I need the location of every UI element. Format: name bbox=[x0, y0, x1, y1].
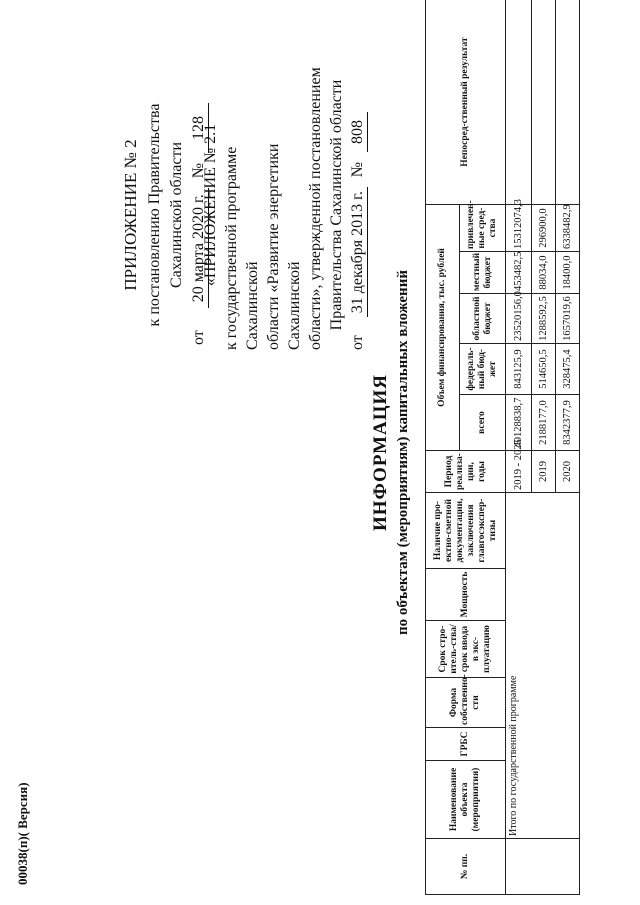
attracted-cell: 296900,0 bbox=[532, 205, 556, 252]
period-cell: 2019 - 2025 bbox=[506, 451, 532, 493]
header-grbs: ГРБС bbox=[426, 728, 506, 761]
header-local: местный бюджет bbox=[460, 252, 506, 294]
federal-cell: 514650,5 bbox=[532, 344, 556, 395]
document-code: 00038(п)( Версия) bbox=[15, 782, 30, 885]
total-cell: 2188177,0 bbox=[532, 395, 556, 451]
number-label: № bbox=[349, 161, 366, 178]
period-cell: 2020 bbox=[556, 451, 580, 493]
header-results: Непосред-ственный результат bbox=[426, 0, 506, 205]
row-num-cell bbox=[506, 839, 580, 895]
period-cell: 2019 bbox=[532, 451, 556, 493]
appendix-line: к государственной программе Сахалинской bbox=[223, 146, 261, 350]
local-cell: 453482,5 bbox=[506, 252, 532, 294]
regional-cell: 1288592,5 bbox=[532, 294, 556, 344]
document-title: ИНФОРМАЦИЯ bbox=[370, 373, 391, 532]
attracted-cell: 15312074,3 bbox=[506, 205, 532, 252]
from-label: от bbox=[190, 330, 207, 345]
decree-date: 20 марта 2020 г. bbox=[190, 188, 209, 308]
appendix-title: ПРИЛОЖЕНИЕ № 2 bbox=[121, 139, 140, 291]
appendix-line: Правительства Сахалинской области bbox=[328, 79, 345, 331]
appendix-line: Сахалинской области bbox=[168, 141, 185, 289]
from-label: от bbox=[349, 335, 366, 350]
appendix-header bbox=[120, 85, 210, 345]
header-num: № пп. bbox=[426, 839, 506, 895]
table-row bbox=[506, 0, 532, 895]
regional-cell: 23520156,0 bbox=[506, 294, 532, 344]
header-name: Наименование объекта (мероприятия) bbox=[426, 761, 506, 839]
appendix-line: к постановлению Правительства bbox=[146, 103, 163, 327]
results-cell bbox=[506, 0, 532, 205]
header-total: всего bbox=[460, 395, 506, 451]
program-number: 808 bbox=[349, 112, 368, 152]
header-regional: областной бюджет bbox=[460, 294, 506, 344]
results-cell bbox=[532, 0, 556, 205]
total-label: Итого по государственной программе bbox=[506, 493, 580, 839]
decree-number: 128 bbox=[190, 103, 209, 153]
header-federal: федераль-ный бюд-жет bbox=[460, 344, 506, 395]
program-date: 31 декабря 2013 г. bbox=[349, 187, 368, 317]
federal-cell: 843125,9 bbox=[506, 344, 532, 395]
header-term: Срок стро-итель-ства/срок ввода в экс-плуатацию bbox=[426, 621, 506, 678]
header-docs: Наличие про-ектно-сметной документации, заключения главгосэкспер-тизы bbox=[426, 493, 506, 569]
appendix-line: области «Развитие энергетики Сахалинской bbox=[265, 143, 303, 350]
appendix-title: «ПРИЛОЖЕНИЕ № 2.1 bbox=[202, 123, 219, 287]
header-period: Период реализа-ции, годы bbox=[426, 451, 506, 493]
header-capacity: Мощность bbox=[426, 569, 506, 621]
results-cell bbox=[556, 0, 580, 205]
total-cell: 40128838,7 bbox=[506, 395, 532, 451]
local-cell: 88034,0 bbox=[532, 252, 556, 294]
local-cell: 18400,0 bbox=[556, 252, 580, 294]
capital-investment-table bbox=[425, 0, 580, 895]
document-subtitle: по объектам (мероприятиям) капитальных вложений bbox=[395, 270, 411, 635]
program-appendix-header bbox=[200, 60, 368, 350]
appendix-line: области», утвержденной постановлением bbox=[307, 67, 324, 350]
appendix-date-line bbox=[347, 60, 368, 350]
total-cell: 8342377,9 bbox=[556, 395, 580, 451]
regional-cell: 1657019,6 bbox=[556, 294, 580, 344]
number-label: № bbox=[190, 162, 207, 179]
attracted-cell: 6338482,9 bbox=[556, 205, 580, 252]
header-funding: Объем финансирования, тыс. рублей bbox=[426, 205, 460, 451]
federal-cell: 328475,4 bbox=[556, 344, 580, 395]
header-ownership: Форма собственно-сти bbox=[426, 678, 506, 728]
header-attracted: привлечен-ные сред-ства bbox=[460, 205, 506, 252]
